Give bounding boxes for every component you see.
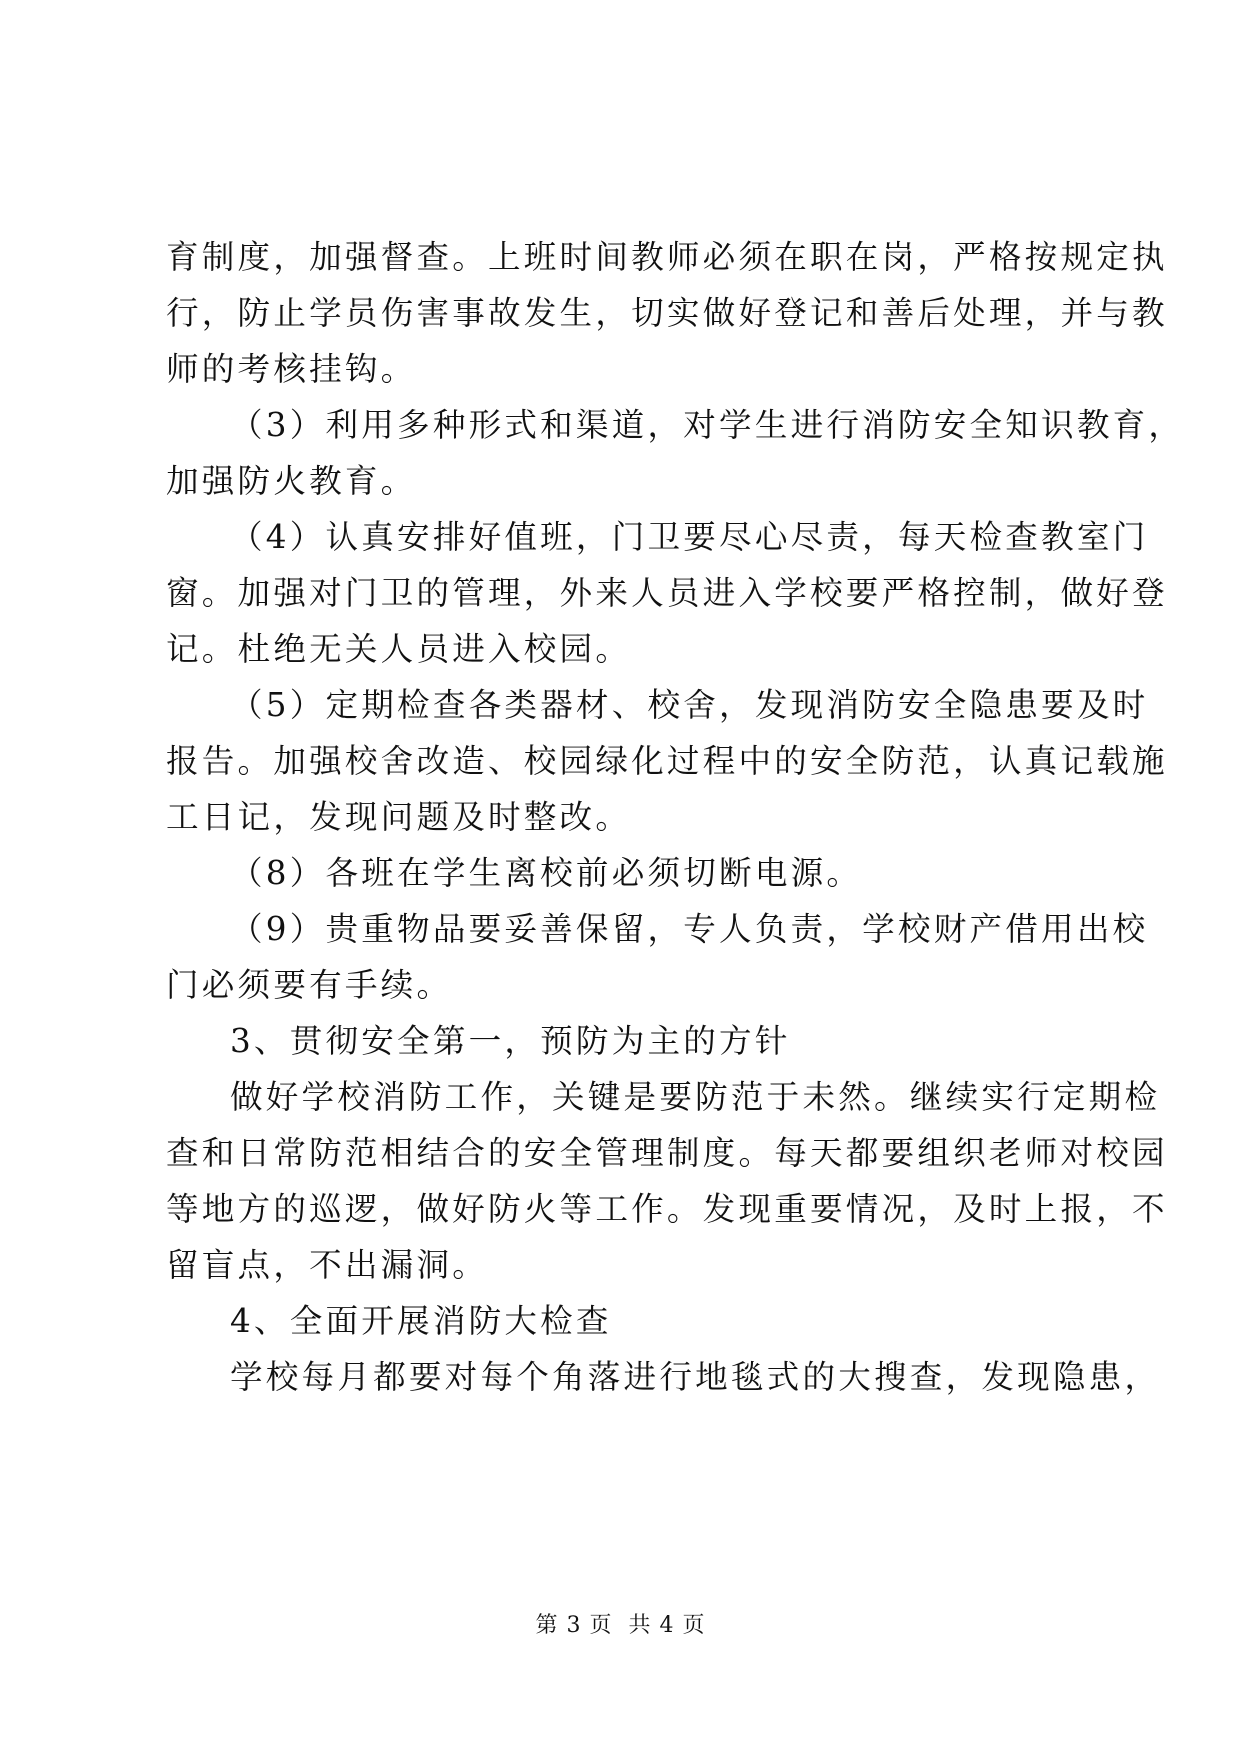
text-line: 报告。加强校舍改造、校园绿化过程中的安全防范，认真记载施 — [166, 742, 1168, 780]
text-line: 学校每月都要对每个角落进行地毯式的大搜查，发现隐患， — [230, 1358, 1161, 1396]
text-line: 门必须要有手续。 — [166, 966, 453, 1004]
text-line: （5）定期检查各类器材、校舍，发现消防安全隐患要及时 — [230, 686, 1149, 724]
text-line: （4）认真安排好值班，门卫要尽心尽责，每天检查教室门 — [230, 518, 1149, 556]
page-footer: 第 3 页 共 4 页 — [535, 1613, 706, 1638]
text-line: 等地方的巡逻，做好防火等工作。发现重要情况，及时上报，不 — [166, 1190, 1168, 1228]
text-line: 留盲点，不出漏洞。 — [166, 1246, 489, 1284]
text-line: （3）利用多种形式和渠道，对学生进行消防安全知识教育， — [230, 406, 1185, 444]
section-heading: 4、全面开展消防大检查 — [230, 1302, 612, 1340]
text-line: （8）各班在学生离校前必须切断电源。 — [230, 854, 863, 892]
text-line: 育制度，加强督查。上班时间教师必须在职在岗，严格按规定执 — [166, 238, 1168, 276]
text-line: 行，防止学员伤害事故发生，切实做好登记和善后处理，并与教 — [166, 294, 1168, 332]
text-line: 窗。加强对门卫的管理，外来人员进入学校要严格控制，做好登 — [166, 574, 1168, 612]
text-line: 工日记，发现问题及时整改。 — [166, 798, 632, 836]
text-line: 加强防火教育。 — [166, 462, 417, 500]
text-line: 做好学校消防工作，关键是要防范于未然。继续实行定期检 — [230, 1078, 1161, 1116]
section-heading: 3、贯彻安全第一，预防为主的方针 — [230, 1022, 791, 1060]
text-line: 记。杜绝无关人员进入校园。 — [166, 630, 632, 668]
text-line: 查和日常防范相结合的安全管理制度。每天都要组织老师对校园 — [166, 1134, 1168, 1172]
text-line: （9）贵重物品要妥善保留，专人负责，学校财产借用出校 — [230, 910, 1149, 948]
text-line: 师的考核挂钩。 — [166, 350, 417, 388]
